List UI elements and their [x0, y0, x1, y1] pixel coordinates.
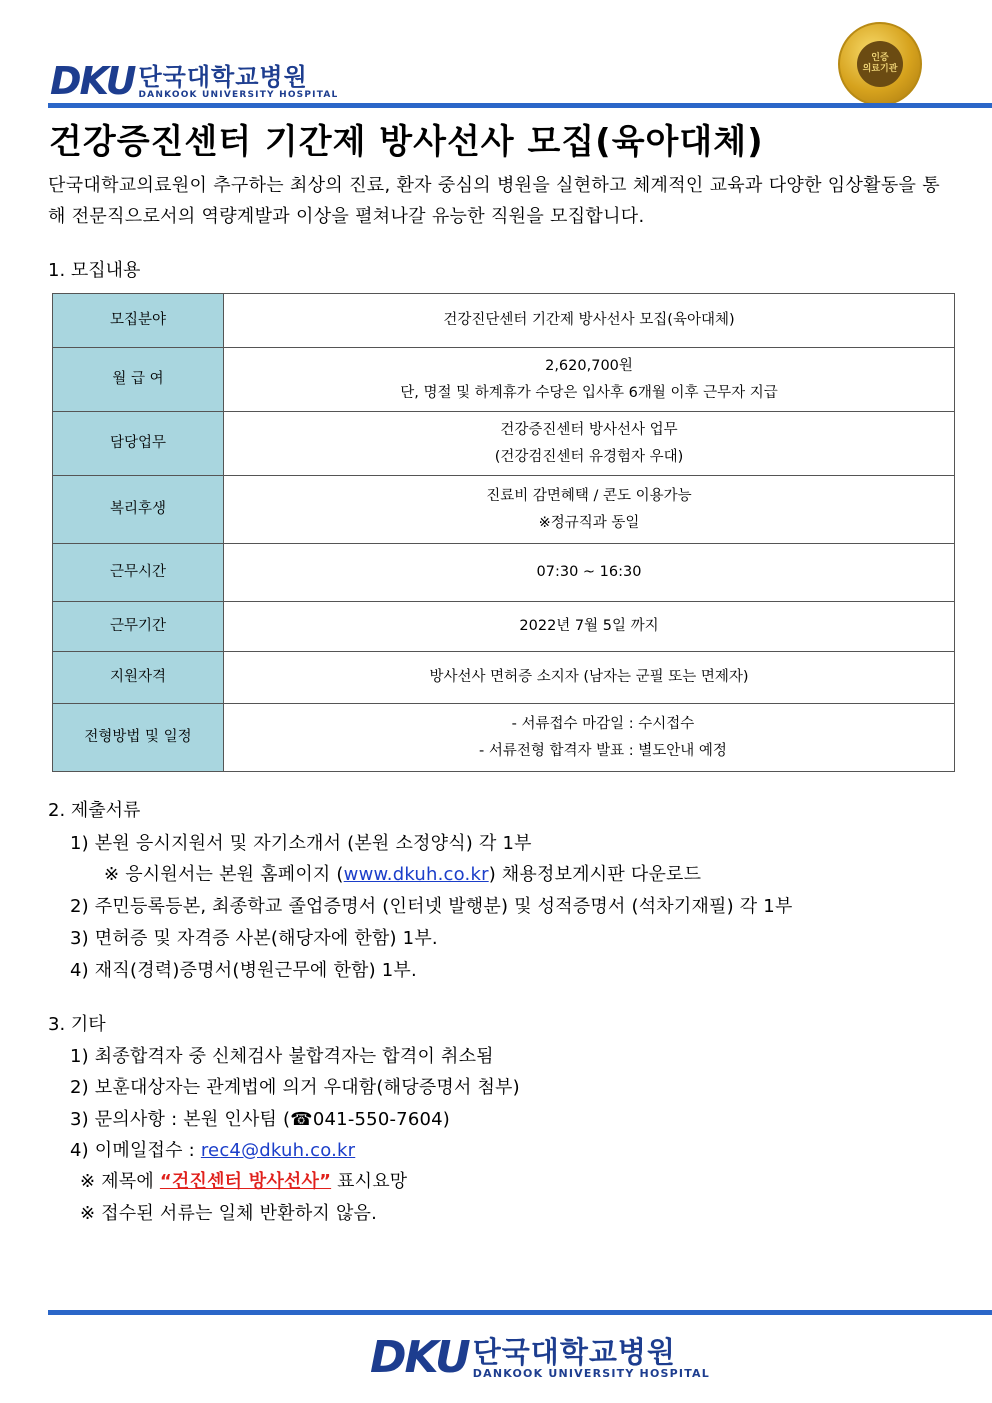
badge-center [857, 41, 903, 87]
row-label: 담당업무 [53, 412, 224, 476]
badge-line-2: 의료기관 [862, 64, 898, 74]
documents-item-1: 1) 본원 응시지원서 및 자기소개서 (본원 소정양식) 각 1부 [70, 833, 532, 854]
table-row [53, 602, 955, 652]
table-row [53, 294, 955, 348]
row-label: 복리후생 [53, 476, 224, 544]
row-label: 월 급 여 [53, 348, 224, 412]
header-logo [50, 59, 339, 103]
row-value-line: 2,620,700원 [545, 357, 633, 374]
documents-item-3: 3) 면허증 및 자격증 사본(해당자에 한함) 1부. [70, 928, 438, 949]
row-label: 모집분야 [53, 294, 224, 348]
table-row [53, 476, 955, 544]
table-row [53, 544, 955, 602]
homepage-link[interactable]: www.dkuh.co.kr [343, 864, 489, 885]
documents-note-prefix: ※ 응시원서는 본원 홈페이지 ( [104, 864, 344, 885]
table-row [53, 412, 955, 476]
section-2-heading: 2. 제출서류 [48, 800, 141, 821]
footer-rule [48, 1310, 992, 1315]
row-value [224, 476, 955, 544]
row-value-line: (건강검진센터 유경험자 우대) [494, 448, 684, 465]
documents-item-4: 4) 재직(경력)증명서(병원근무에 한함) 1부. [70, 960, 417, 981]
row-value-line: 단, 명절 및 하계휴가 수당은 입사후 6개월 이후 근무자 지급 [400, 384, 778, 401]
row-label: 근무시간 [53, 544, 224, 602]
row-value-line: ※정규직과 동일 [538, 514, 640, 531]
documents-note-suffix: ) 채용정보게시판 다운로드 [488, 864, 702, 885]
intro-paragraph: 단국대학교의료원이 추구하는 최상의 진료, 환자 중심의 병원을 실현하고 체계적인 교육과 다양한 임상활동을 통해 전문직으로서의 역량계발과 이상을 펼쳐나갈 유능한 직원을 모집합니다. [48, 175, 940, 227]
row-value [224, 652, 955, 704]
etc-note-1-suffix: 표시요망 [331, 1171, 408, 1192]
row-value [224, 602, 955, 652]
row-value-line: 방사선사 면허증 소지자 (남자는 군필 또는 면제자) [429, 669, 749, 685]
row-value-line: - 서류접수 마감일 : 수시접수 [511, 715, 695, 732]
row-value-line: 건강진단센터 기간제 방사선사 모집(육아대체) [443, 312, 735, 328]
badge-line-1: 인증 [871, 53, 889, 63]
row-value [224, 544, 955, 602]
footer-logo-text [473, 1337, 710, 1380]
row-label: 전형방법 및 일정 [53, 704, 224, 772]
table-row [53, 652, 955, 704]
row-value-line: 07:30 ~ 16:30 [536, 564, 642, 580]
email-link[interactable]: rec4@dkuh.co.kr [200, 1140, 356, 1161]
row-value [224, 704, 955, 772]
section-1-heading: 1. 모집내용 [48, 260, 141, 281]
row-value [224, 412, 955, 476]
row-value-line: 건강증진센터 방사선사 업무 [500, 421, 678, 438]
table-row [53, 704, 955, 772]
logo-mark: DKU [50, 59, 135, 103]
row-value-line: - 서류전형 합격자 발표 : 별도안내 예정 [479, 742, 727, 759]
logo-korean: 단국대학교병원 [138, 63, 308, 91]
footer-logo-korean: 단국대학교병원 [472, 1335, 676, 1369]
footer-logo-mark: DKU [370, 1332, 469, 1383]
row-label: 지원자격 [53, 652, 224, 704]
section-3-heading: 3. 기타 [48, 1014, 106, 1035]
row-value [224, 348, 955, 412]
logo-text [139, 64, 339, 100]
row-value [224, 294, 955, 348]
etc-note-1 [80, 1167, 407, 1193]
etc-item-4 [70, 1136, 355, 1162]
logo-english: DANKOOK UNIVERSITY HOSPITAL [138, 90, 339, 100]
etc-item-2: 2) 보훈대상자는 관계법에 의거 우대함(해당증명서 첨부) [70, 1077, 520, 1098]
row-label: 근무기간 [53, 602, 224, 652]
footer-logo-english: DANKOOK UNIVERSITY HOSPITAL [472, 1367, 710, 1380]
etc-note-1-prefix: ※ 제목에 [80, 1171, 160, 1192]
certification-badge [838, 22, 922, 106]
header-rule [48, 103, 992, 108]
page-title: 건강증진센터 기간제 방사선사 모집(육아대체) [49, 122, 764, 162]
row-value-line: 2022년 7월 5일 까지 [519, 618, 659, 634]
etc-item-3: 3) 문의사항 : 본원 인사팀 (☎041-550-7604) [70, 1109, 451, 1130]
documents-note [104, 860, 701, 886]
etc-item-1: 1) 최종합격자 중 신체검사 불합격자는 합격이 취소됨 [70, 1046, 494, 1067]
table-row [53, 348, 955, 412]
footer-logo [370, 1332, 710, 1383]
subject-highlight: “건진센터 방사선사” [159, 1171, 332, 1192]
recruitment-table [52, 293, 955, 772]
etc-note-2: ※ 접수된 서류는 일체 반환하지 않음. [80, 1203, 378, 1224]
etc-item-4-prefix: 4) 이메일접수 : [70, 1140, 201, 1161]
documents-item-2: 2) 주민등록등본, 최종학교 졸업증명서 (인터넷 발행분) 및 성적증명서 (석차기재필) 각 1부 [70, 896, 793, 917]
row-value-line: 진료비 감면혜택 / 콘도 이용가능 [486, 487, 692, 504]
